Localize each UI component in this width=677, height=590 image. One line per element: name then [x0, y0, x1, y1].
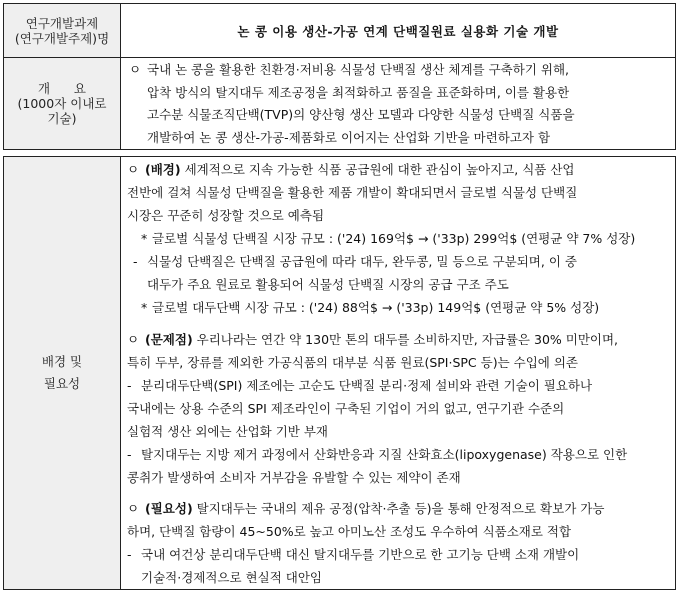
summary-label-cell [4, 58, 121, 150]
background-label-line2: 필요성 [43, 376, 81, 391]
summary-label-line3: 기술) [47, 111, 77, 126]
line-text: 국내 여건상 분리대두단백 대신 탈지대두를 기반으로 한 고기능 단백 소재 개발이 [141, 547, 580, 562]
summary-line [129, 59, 675, 82]
section-heading: (문제점) [145, 332, 193, 347]
section-line [127, 158, 675, 181]
section-gap [127, 319, 675, 328]
line-text: 시장은 꾸준히 성장할 것으로 예측됨 [127, 208, 325, 223]
section-line [127, 328, 675, 351]
sub-item-line [127, 543, 675, 566]
line-text: 글로벌 대두단백 시장 규모 : ('24) 88억$ → ('33p) 149억$ (연평균 약 5% 성장) [152, 300, 600, 315]
dash-mark: - [133, 254, 138, 269]
line-text: 식물성 단백질은 단백질 공급원에 따라 대두, 완두콩, 밀 등으로 구분되며, 이 중 [147, 254, 577, 269]
section-line [127, 351, 675, 374]
background-content [121, 157, 676, 590]
line-text: 탈지대두는 지방 제거 과정에서 산화반응과 지질 산화효소(lipoxygenase) 작용으로 인한 [141, 447, 628, 462]
section-line [127, 497, 675, 520]
summary-label-line2: (1000자 이내로 [17, 96, 107, 111]
section-line [127, 204, 675, 227]
line-text: 국내에는 상용 수준의 SPI 제조라인이 구축된 기업이 거의 없고, 연구기관 수준의 [127, 401, 565, 416]
sub-item-line [127, 420, 675, 443]
section-necessity [127, 497, 675, 589]
note-mark: * [141, 231, 148, 246]
sub-item-line [127, 397, 675, 420]
section-background [127, 158, 675, 319]
sub-item-line [127, 273, 675, 296]
dash-mark: - [127, 378, 132, 393]
section-heading: (배경) [145, 162, 181, 177]
dash-mark: - [127, 447, 132, 462]
background-row [4, 157, 676, 590]
section-bullet: ㅇ [127, 162, 140, 177]
line-text: 특히 두부, 장류를 제외한 가공식품의 대부분 식품 원료(SPI·SPC 등)는 수입에 의존 [127, 355, 578, 370]
line-text: 우리나라는 연간 약 130만 톤의 대두를 소비하지만, 자급률은 30% 미만이며, [196, 332, 619, 347]
line-text: 전반에 걸쳐 식물성 단백질을 활용한 제품 개발이 확대되면서 글로벌 식물성 단백질 [127, 185, 578, 200]
summary-row [4, 58, 676, 150]
dash-mark: - [127, 547, 132, 562]
summary-text: 개발하여 논 콩 생산-가공-제품화로 이어지는 산업화 기반을 마련하고자 함 [147, 129, 551, 145]
section-heading: (필요성) [145, 501, 193, 516]
summary-content [121, 58, 676, 150]
line-text: 실험적 생산 외에는 산업화 기반 부재 [127, 424, 328, 439]
summary-text: 국내 논 콩을 활용한 친환경·저비용 식물성 단백질 생산 체계를 구축하기 위해, [147, 62, 570, 77]
sub-note-line [127, 227, 675, 250]
sub-item-line [127, 443, 675, 466]
line-text: 대두가 주요 원료로 활용되어 식물성 단백질 시장의 공급 구조 주도 [147, 277, 509, 292]
summary-label-line1: 개 요 [38, 81, 86, 96]
line-text: 하며, 단백질 함량이 45~50%로 높고 아미노산 조성도 우수하여 식품소재로 적합 [127, 524, 572, 539]
title-label-line2: (연구개발주제)명 [14, 30, 110, 46]
line-text: 분리대두단백(SPI) 제조에는 고순도 단백질 분리·정제 설비와 관련 기술이 필요하나 [141, 378, 593, 393]
line-text: 글로벌 식물성 단백질 시장 규모 : ('24) 169억$ → ('33p) 299억$ (연평균 약 7% 성장) [152, 231, 636, 246]
summary-line [129, 82, 675, 105]
background-label-line1: 배경 및 [41, 354, 83, 369]
note-mark: * [141, 300, 148, 315]
section-problems [127, 328, 675, 489]
sub-item-line [127, 466, 675, 489]
summary-line [129, 104, 675, 127]
line-text: 콩취가 발생하여 소비자 거부감을 유발할 수 있는 제약이 존재 [127, 470, 461, 485]
line-text: 탈지대두는 국내의 제유 공정(압착·추출 등)을 통해 안정적으로 확보가 가능 [196, 501, 605, 516]
project-overview-table [3, 3, 676, 150]
summary-text: 고수분 식물조직단백(TVP)의 양산형 생산 모델과 다양한 식물성 단백질 식품을 [147, 107, 575, 122]
section-bullet: ㅇ [127, 332, 140, 347]
summary-bullet: ㅇ [129, 62, 142, 77]
sub-note-line [127, 296, 675, 319]
line-text: 세계적으로 지속 가능한 식품 공급원에 대한 관심이 높아지고, 식품 산업 [184, 162, 575, 177]
background-table [3, 156, 676, 590]
section-gap [127, 489, 675, 497]
title-row [4, 4, 676, 58]
project-title: 논 콩 이용 생산-가공 연계 단백질원료 실용화 기술 개발 [121, 4, 676, 58]
summary-line [129, 127, 675, 150]
background-label-cell [4, 157, 121, 590]
title-label-cell [4, 4, 121, 58]
sub-item-line [127, 374, 675, 397]
sub-item-line [127, 566, 675, 589]
section-line [127, 181, 675, 204]
section-line [127, 520, 675, 543]
line-text: 기술적·경제적으로 현실적 대안임 [141, 570, 322, 585]
summary-text: 압착 방식의 탈지대두 제조공정을 최적화하고 품질을 표준화하며, 이를 활용한 [147, 84, 570, 100]
section-bullet: ㅇ [127, 501, 140, 516]
title-label-line1: 연구개발과제 [25, 15, 99, 31]
sub-item-line [127, 250, 675, 273]
